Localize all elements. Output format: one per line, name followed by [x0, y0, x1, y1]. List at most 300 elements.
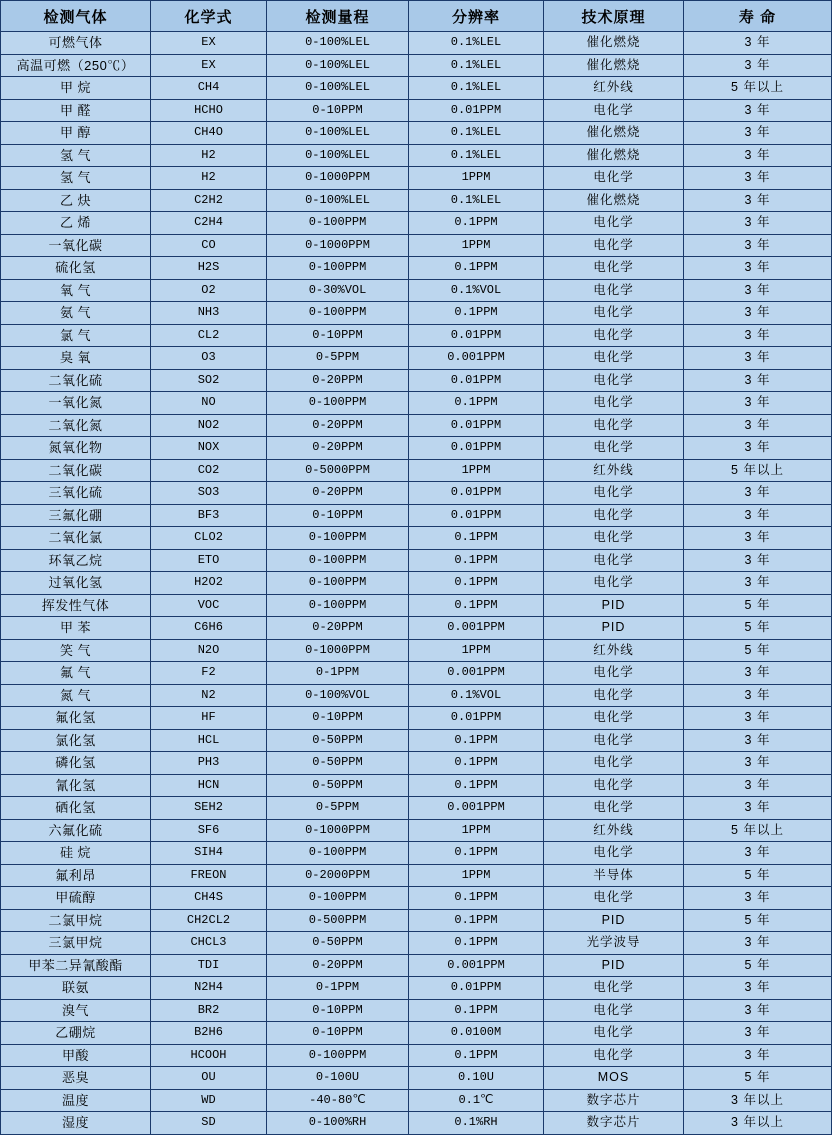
- cell-resolution: 0.1%LEL: [409, 77, 544, 100]
- cell-resolution: 0.1PPM: [409, 527, 544, 550]
- cell-gas-name: 甲 烷: [1, 77, 151, 100]
- cell-resolution: 0.01PPM: [409, 482, 544, 505]
- cell-lifetime: 5 年: [684, 617, 832, 640]
- cell-formula: C2H2: [151, 189, 267, 212]
- cell-lifetime: 3 年: [684, 482, 832, 505]
- cell-lifetime: 3 年: [684, 774, 832, 797]
- cell-resolution: 0.1℃: [409, 1089, 544, 1112]
- cell-resolution: 0.001PPM: [409, 662, 544, 685]
- cell-formula: C2H4: [151, 212, 267, 235]
- cell-lifetime: 5 年以上: [684, 459, 832, 482]
- cell-resolution: 0.01PPM: [409, 707, 544, 730]
- table-row: [1, 887, 832, 910]
- cell-gas-name: 甲 苯: [1, 617, 151, 640]
- cell-gas-name: 三氯甲烷: [1, 932, 151, 955]
- cell-formula: H2S: [151, 257, 267, 280]
- cell-range: 0-100%LEL: [267, 54, 409, 77]
- cell-lifetime: 3 年: [684, 999, 832, 1022]
- cell-resolution: 0.10U: [409, 1067, 544, 1090]
- cell-range: 0-100PPM: [267, 257, 409, 280]
- table-row: [1, 977, 832, 1000]
- cell-formula: SEH2: [151, 797, 267, 820]
- cell-lifetime: 3 年以上: [684, 1112, 832, 1135]
- cell-technology: PID: [544, 954, 684, 977]
- cell-resolution: 0.01PPM: [409, 414, 544, 437]
- cell-formula: H2: [151, 144, 267, 167]
- cell-formula: B2H6: [151, 1022, 267, 1045]
- cell-range: 0-100PPM: [267, 212, 409, 235]
- cell-formula: BF3: [151, 504, 267, 527]
- cell-lifetime: 3 年: [684, 324, 832, 347]
- cell-range: 0-100PPM: [267, 572, 409, 595]
- cell-formula: HCHO: [151, 99, 267, 122]
- cell-range: 0-1000PPM: [267, 234, 409, 257]
- table-row: [1, 99, 832, 122]
- cell-range: 0-100%LEL: [267, 32, 409, 55]
- cell-formula: SF6: [151, 819, 267, 842]
- cell-technology: 电化学: [544, 437, 684, 460]
- cell-technology: PID: [544, 617, 684, 640]
- cell-lifetime: 3 年: [684, 257, 832, 280]
- cell-gas-name: 氰化氢: [1, 774, 151, 797]
- cell-formula: CH4O: [151, 122, 267, 145]
- cell-range: 0-30%VOL: [267, 279, 409, 302]
- table-row: [1, 392, 832, 415]
- cell-gas-name: 过氧化氢: [1, 572, 151, 595]
- cell-technology: 催化燃烧: [544, 144, 684, 167]
- cell-resolution: 0.01PPM: [409, 437, 544, 460]
- column-header-range: 检测量程: [267, 1, 409, 32]
- cell-gas-name: 甲酸: [1, 1044, 151, 1067]
- cell-gas-name: 二氧化氮: [1, 414, 151, 437]
- cell-gas-name: 三氟化硼: [1, 504, 151, 527]
- table-row: [1, 1044, 832, 1067]
- table-row: [1, 684, 832, 707]
- cell-formula: CH4: [151, 77, 267, 100]
- cell-technology: 催化燃烧: [544, 122, 684, 145]
- cell-resolution: 0.01PPM: [409, 369, 544, 392]
- cell-range: 0-100PPM: [267, 842, 409, 865]
- cell-technology: MOS: [544, 1067, 684, 1090]
- cell-formula: CL2: [151, 324, 267, 347]
- cell-lifetime: 3 年: [684, 707, 832, 730]
- column-header-technology: 技术原理: [544, 1, 684, 32]
- cell-formula: HCOOH: [151, 1044, 267, 1067]
- cell-technology: 数字芯片: [544, 1112, 684, 1135]
- cell-lifetime: 5 年以上: [684, 819, 832, 842]
- cell-resolution: 0.1PPM: [409, 549, 544, 572]
- cell-resolution: 0.1%LEL: [409, 32, 544, 55]
- cell-formula: H2: [151, 167, 267, 190]
- cell-range: 0-100%LEL: [267, 144, 409, 167]
- cell-gas-name: 三氧化硫: [1, 482, 151, 505]
- cell-gas-name: 乙 炔: [1, 189, 151, 212]
- cell-technology: 红外线: [544, 819, 684, 842]
- cell-resolution: 0.001PPM: [409, 347, 544, 370]
- cell-lifetime: 3 年: [684, 572, 832, 595]
- cell-formula: NH3: [151, 302, 267, 325]
- cell-resolution: 0.1PPM: [409, 909, 544, 932]
- cell-range: 0-100PPM: [267, 527, 409, 550]
- cell-technology: 电化学: [544, 1022, 684, 1045]
- cell-range: 0-1000PPM: [267, 819, 409, 842]
- cell-formula: HCN: [151, 774, 267, 797]
- cell-technology: 催化燃烧: [544, 32, 684, 55]
- cell-technology: 电化学: [544, 504, 684, 527]
- cell-resolution: 0.1%LEL: [409, 144, 544, 167]
- cell-formula: HF: [151, 707, 267, 730]
- cell-technology: 电化学: [544, 572, 684, 595]
- cell-resolution: 0.1PPM: [409, 752, 544, 775]
- cell-resolution: 0.1PPM: [409, 729, 544, 752]
- table-row: [1, 279, 832, 302]
- cell-lifetime: 3 年: [684, 32, 832, 55]
- cell-formula: C6H6: [151, 617, 267, 640]
- cell-technology: 电化学: [544, 1044, 684, 1067]
- table-row: [1, 504, 832, 527]
- table-row: [1, 662, 832, 685]
- cell-technology: 电化学: [544, 369, 684, 392]
- cell-formula: NO2: [151, 414, 267, 437]
- cell-range: -40-80℃: [267, 1089, 409, 1112]
- table-row: [1, 909, 832, 932]
- cell-gas-name: 氟 气: [1, 662, 151, 685]
- cell-resolution: 0.1PPM: [409, 842, 544, 865]
- table-row: [1, 617, 832, 640]
- table-row: [1, 257, 832, 280]
- cell-gas-name: 乙硼烷: [1, 1022, 151, 1045]
- cell-technology: 红外线: [544, 77, 684, 100]
- cell-technology: 电化学: [544, 99, 684, 122]
- table-row: [1, 707, 832, 730]
- cell-technology: 电化学: [544, 347, 684, 370]
- cell-technology: 电化学: [544, 887, 684, 910]
- table-body: [1, 32, 832, 1135]
- cell-formula: NOX: [151, 437, 267, 460]
- cell-range: 0-1PPM: [267, 977, 409, 1000]
- cell-range: 0-500PPM: [267, 909, 409, 932]
- cell-lifetime: 3 年: [684, 347, 832, 370]
- cell-formula: CH4S: [151, 887, 267, 910]
- cell-gas-name: 六氟化硫: [1, 819, 151, 842]
- cell-gas-name: 湿度: [1, 1112, 151, 1135]
- cell-gas-name: 恶臭: [1, 1067, 151, 1090]
- cell-lifetime: 3 年: [684, 504, 832, 527]
- cell-formula: N2O: [151, 639, 267, 662]
- cell-resolution: 0.01PPM: [409, 324, 544, 347]
- table-row: [1, 77, 832, 100]
- cell-resolution: 0.1PPM: [409, 932, 544, 955]
- cell-resolution: 0.1PPM: [409, 302, 544, 325]
- cell-formula: CO: [151, 234, 267, 257]
- cell-resolution: 0.1PPM: [409, 1044, 544, 1067]
- cell-formula: NO: [151, 392, 267, 415]
- table-row: [1, 347, 832, 370]
- cell-range: 0-5000PPM: [267, 459, 409, 482]
- table-row: [1, 1112, 832, 1135]
- cell-lifetime: 3 年: [684, 1022, 832, 1045]
- cell-lifetime: 3 年: [684, 369, 832, 392]
- cell-lifetime: 5 年: [684, 909, 832, 932]
- cell-range: 0-50PPM: [267, 729, 409, 752]
- cell-lifetime: 3 年: [684, 1044, 832, 1067]
- cell-resolution: 0.001PPM: [409, 797, 544, 820]
- table-row: [1, 842, 832, 865]
- cell-resolution: 0.1%VOL: [409, 684, 544, 707]
- table-row: [1, 594, 832, 617]
- cell-formula: PH3: [151, 752, 267, 775]
- cell-resolution: 1PPM: [409, 459, 544, 482]
- cell-gas-name: 二氧化氯: [1, 527, 151, 550]
- cell-gas-name: 臭 氧: [1, 347, 151, 370]
- table-row: [1, 864, 832, 887]
- cell-gas-name: 氮氧化物: [1, 437, 151, 460]
- cell-lifetime: 3 年: [684, 527, 832, 550]
- cell-technology: 红外线: [544, 459, 684, 482]
- cell-range: 0-1PPM: [267, 662, 409, 685]
- cell-formula: VOC: [151, 594, 267, 617]
- cell-gas-name: 氟利昂: [1, 864, 151, 887]
- cell-lifetime: 3 年: [684, 549, 832, 572]
- table-row: [1, 437, 832, 460]
- table-row: [1, 549, 832, 572]
- cell-technology: 电化学: [544, 752, 684, 775]
- cell-range: 0-100%RH: [267, 1112, 409, 1135]
- cell-gas-name: 一氧化氮: [1, 392, 151, 415]
- cell-technology: 电化学: [544, 549, 684, 572]
- table-row: [1, 234, 832, 257]
- table-row: [1, 212, 832, 235]
- cell-gas-name: 氨 气: [1, 302, 151, 325]
- cell-lifetime: 5 年: [684, 864, 832, 887]
- table-header: [1, 1, 832, 32]
- cell-lifetime: 5 年以上: [684, 77, 832, 100]
- cell-resolution: 0.1%LEL: [409, 54, 544, 77]
- cell-lifetime: 3 年: [684, 144, 832, 167]
- cell-gas-name: 氧 气: [1, 279, 151, 302]
- table-row: [1, 122, 832, 145]
- table-row: [1, 144, 832, 167]
- cell-technology: 电化学: [544, 662, 684, 685]
- cell-technology: 电化学: [544, 482, 684, 505]
- cell-range: 0-100PPM: [267, 594, 409, 617]
- cell-technology: 电化学: [544, 234, 684, 257]
- cell-formula: OU: [151, 1067, 267, 1090]
- cell-gas-name: 硅 烷: [1, 842, 151, 865]
- cell-range: 0-5PPM: [267, 797, 409, 820]
- cell-gas-name: 甲苯二异氰酸酯: [1, 954, 151, 977]
- cell-gas-name: 甲硫醇: [1, 887, 151, 910]
- cell-range: 0-100%LEL: [267, 77, 409, 100]
- cell-technology: 光学波导: [544, 932, 684, 955]
- cell-formula: FREON: [151, 864, 267, 887]
- cell-gas-name: 乙 烯: [1, 212, 151, 235]
- cell-formula: O3: [151, 347, 267, 370]
- cell-range: 0-1000PPM: [267, 639, 409, 662]
- cell-lifetime: 3 年: [684, 977, 832, 1000]
- cell-resolution: 0.1PPM: [409, 212, 544, 235]
- table-row: [1, 459, 832, 482]
- cell-resolution: 0.1PPM: [409, 887, 544, 910]
- table-row: [1, 752, 832, 775]
- table-row: [1, 32, 832, 55]
- cell-formula: SIH4: [151, 842, 267, 865]
- cell-gas-name: 甲 醛: [1, 99, 151, 122]
- cell-range: 0-100PPM: [267, 392, 409, 415]
- cell-technology: 电化学: [544, 729, 684, 752]
- cell-range: 0-1000PPM: [267, 167, 409, 190]
- cell-resolution: 1PPM: [409, 864, 544, 887]
- cell-lifetime: 5 年: [684, 954, 832, 977]
- cell-gas-name: 高温可燃（250℃）: [1, 54, 151, 77]
- cell-range: 0-50PPM: [267, 752, 409, 775]
- table-row: [1, 797, 832, 820]
- cell-technology: 电化学: [544, 279, 684, 302]
- table-row: [1, 54, 832, 77]
- cell-formula: TDI: [151, 954, 267, 977]
- cell-formula: CLO2: [151, 527, 267, 550]
- cell-resolution: 0.1%LEL: [409, 189, 544, 212]
- cell-technology: 电化学: [544, 257, 684, 280]
- cell-gas-name: 甲 醇: [1, 122, 151, 145]
- cell-resolution: 0.001PPM: [409, 617, 544, 640]
- cell-lifetime: 3 年: [684, 392, 832, 415]
- cell-resolution: 0.1PPM: [409, 594, 544, 617]
- cell-lifetime: 3 年: [684, 797, 832, 820]
- cell-technology: 电化学: [544, 707, 684, 730]
- cell-technology: 电化学: [544, 414, 684, 437]
- cell-technology: 电化学: [544, 684, 684, 707]
- column-header-lifetime: 寿 命: [684, 1, 832, 32]
- cell-resolution: 0.01PPM: [409, 99, 544, 122]
- cell-technology: 电化学: [544, 977, 684, 1000]
- cell-technology: PID: [544, 909, 684, 932]
- cell-lifetime: 3 年: [684, 729, 832, 752]
- cell-technology: 电化学: [544, 302, 684, 325]
- cell-lifetime: 3 年: [684, 662, 832, 685]
- cell-formula: O2: [151, 279, 267, 302]
- cell-technology: 数字芯片: [544, 1089, 684, 1112]
- cell-gas-name: 挥发性气体: [1, 594, 151, 617]
- cell-lifetime: 3 年: [684, 437, 832, 460]
- cell-formula: BR2: [151, 999, 267, 1022]
- table-row: [1, 1022, 832, 1045]
- cell-range: 0-10PPM: [267, 99, 409, 122]
- column-header-formula: 化学式: [151, 1, 267, 32]
- cell-lifetime: 3 年: [684, 684, 832, 707]
- cell-resolution: 0.1PPM: [409, 999, 544, 1022]
- cell-technology: 电化学: [544, 324, 684, 347]
- cell-range: 0-10PPM: [267, 707, 409, 730]
- cell-range: 0-10PPM: [267, 324, 409, 347]
- cell-technology: 红外线: [544, 639, 684, 662]
- cell-technology: 电化学: [544, 774, 684, 797]
- cell-lifetime: 3 年: [684, 122, 832, 145]
- cell-lifetime: 3 年: [684, 414, 832, 437]
- cell-range: 0-10PPM: [267, 1022, 409, 1045]
- table-row: [1, 729, 832, 752]
- table-row: [1, 774, 832, 797]
- cell-gas-name: 温度: [1, 1089, 151, 1112]
- cell-gas-name: 二氧化碳: [1, 459, 151, 482]
- cell-formula: H2O2: [151, 572, 267, 595]
- cell-technology: 电化学: [544, 999, 684, 1022]
- cell-resolution: 1PPM: [409, 639, 544, 662]
- cell-lifetime: 3 年: [684, 234, 832, 257]
- cell-lifetime: 3 年: [684, 842, 832, 865]
- cell-resolution: 0.001PPM: [409, 954, 544, 977]
- table-row: [1, 999, 832, 1022]
- table-row: [1, 324, 832, 347]
- cell-resolution: 0.01PPM: [409, 504, 544, 527]
- cell-technology: 电化学: [544, 392, 684, 415]
- cell-lifetime: 3 年: [684, 99, 832, 122]
- cell-range: 0-100%LEL: [267, 189, 409, 212]
- table-row: [1, 1089, 832, 1112]
- cell-gas-name: 可燃气体: [1, 32, 151, 55]
- cell-range: 0-50PPM: [267, 932, 409, 955]
- cell-technology: 电化学: [544, 212, 684, 235]
- cell-resolution: 0.1PPM: [409, 257, 544, 280]
- cell-technology: 半导体: [544, 864, 684, 887]
- table-row: [1, 572, 832, 595]
- cell-gas-name: 联氨: [1, 977, 151, 1000]
- table-row: [1, 639, 832, 662]
- cell-formula: F2: [151, 662, 267, 685]
- cell-technology: 电化学: [544, 527, 684, 550]
- cell-formula: CO2: [151, 459, 267, 482]
- cell-range: 0-100%VOL: [267, 684, 409, 707]
- cell-range: 0-20PPM: [267, 369, 409, 392]
- cell-resolution: 0.1%VOL: [409, 279, 544, 302]
- cell-lifetime: 3 年: [684, 189, 832, 212]
- table-row: [1, 932, 832, 955]
- cell-gas-name: 磷化氢: [1, 752, 151, 775]
- cell-lifetime: 3 年: [684, 279, 832, 302]
- table-row: [1, 167, 832, 190]
- cell-lifetime: 3 年: [684, 302, 832, 325]
- cell-range: 0-10PPM: [267, 999, 409, 1022]
- cell-formula: ETO: [151, 549, 267, 572]
- cell-lifetime: 5 年: [684, 594, 832, 617]
- cell-gas-name: 一氧化碳: [1, 234, 151, 257]
- cell-formula: SD: [151, 1112, 267, 1135]
- table-row: [1, 414, 832, 437]
- cell-lifetime: 3 年: [684, 167, 832, 190]
- cell-range: 0-2000PPM: [267, 864, 409, 887]
- header-row: [1, 1, 832, 32]
- table-row: [1, 1067, 832, 1090]
- cell-gas-name: 溴气: [1, 999, 151, 1022]
- cell-range: 0-5PPM: [267, 347, 409, 370]
- cell-formula: EX: [151, 32, 267, 55]
- cell-range: 0-100PPM: [267, 1044, 409, 1067]
- column-header-gas: 检测气体: [1, 1, 151, 32]
- cell-range: 0-20PPM: [267, 414, 409, 437]
- cell-range: 0-20PPM: [267, 482, 409, 505]
- cell-formula: SO2: [151, 369, 267, 392]
- table-row: [1, 189, 832, 212]
- cell-range: 0-20PPM: [267, 437, 409, 460]
- cell-gas-name: 氢 气: [1, 167, 151, 190]
- cell-gas-name: 氮 气: [1, 684, 151, 707]
- cell-formula: SO3: [151, 482, 267, 505]
- cell-range: 0-100%LEL: [267, 122, 409, 145]
- cell-lifetime: 3 年: [684, 54, 832, 77]
- table-row: [1, 482, 832, 505]
- cell-resolution: 0.1PPM: [409, 572, 544, 595]
- cell-gas-name: 二氯甲烷: [1, 909, 151, 932]
